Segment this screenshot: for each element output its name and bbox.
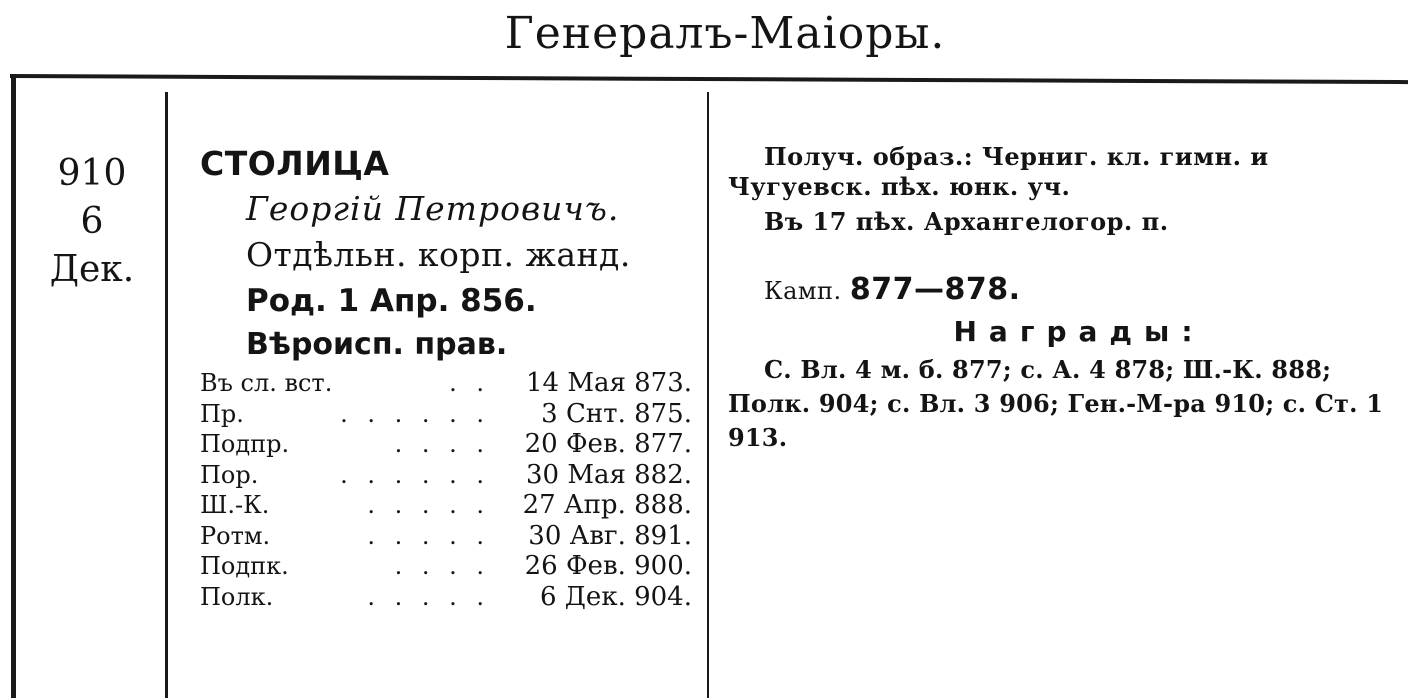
rank-label: Пор.: [200, 460, 259, 489]
rank-date: 14 Мая 873.: [525, 368, 692, 398]
education: [728, 142, 1400, 202]
seniority-column: [22, 150, 162, 294]
awards-text: С. Вл. 4 м. б. 877; с. А. 4 878; Ш.-К. 888; Полк. 904; с. Вл. 3 906; Ген.-М-ра 910; с. Ст. 1 913.: [728, 355, 1384, 452]
rank-row: [200, 551, 700, 582]
table-left-rule: [11, 76, 16, 698]
campaign-label: Камп.: [764, 277, 842, 305]
rank-label: Пр.: [200, 399, 244, 428]
rank-label: Подпк.: [200, 552, 289, 580]
rank-row: [200, 582, 700, 613]
rank-date: 30 Авг. 891.: [528, 520, 692, 551]
rank-list: [200, 368, 700, 612]
rank-leader-dots: . . . . . .: [340, 460, 490, 489]
entry-number: 910: [57, 153, 127, 194]
rank-row: [200, 368, 700, 399]
awards-heading: Награды:: [953, 315, 1205, 348]
religion: Вѣроисп. прав.: [246, 327, 508, 362]
table-top-rule: [10, 74, 1408, 84]
rank-leader-dots: . . . .: [394, 430, 490, 458]
rank-row: [200, 490, 700, 521]
column-divider-2: [707, 92, 709, 698]
page-title: Генералъ-Маіоры.: [504, 8, 946, 59]
rank-row: [200, 521, 700, 552]
rank-label: Въ сл. вст.: [200, 369, 333, 397]
campaigns: [728, 270, 1400, 311]
rank-date: 26 Фев. 900.: [524, 551, 692, 581]
corps: Отдѣльн. корп. жанд.: [246, 235, 631, 274]
rank-leader-dots: . . . . .: [367, 491, 490, 519]
personal-column: [200, 142, 700, 612]
rank-date: 6 Дек. 904.: [539, 581, 692, 612]
rank-date: 20 Фев. 877.: [524, 429, 692, 459]
education-line-1: Получ. образ.: Черниг. кл. гимн. и: [764, 142, 1269, 171]
rank-label: Ш.-К.: [200, 491, 270, 519]
education-line-2: Чугуевск. пѣх. юнк. уч.: [728, 172, 1071, 201]
rank-row: [200, 460, 700, 491]
rank-leader-dots: . . . . .: [367, 521, 490, 550]
service-column: [728, 142, 1400, 455]
rank-date: 3 Снт. 875.: [541, 398, 692, 429]
column-divider-1: [165, 92, 168, 698]
rank-row: [200, 429, 700, 460]
rank-label: Ротм.: [200, 521, 271, 550]
rank-date: 27 Апр. 888.: [522, 490, 692, 520]
rank-label: Подпр.: [200, 430, 290, 458]
rank-row: [200, 399, 700, 430]
campaign-years: 877—878.: [849, 272, 1021, 307]
rank-date: 30 Мая 882.: [525, 459, 692, 490]
regiment: Въ 17 пѣх. Архангелогор. п.: [764, 207, 1169, 236]
rank-label: Полк.: [200, 582, 274, 611]
given-name: Георгій Петровичъ.: [246, 189, 620, 228]
rank-leader-dots: . . . . .: [367, 582, 490, 611]
entry-day: 6: [80, 201, 104, 242]
rank-leader-dots: . . . . . .: [340, 399, 490, 428]
entry-month: Дек.: [49, 249, 135, 290]
rank-leader-dots: . . . .: [394, 552, 490, 580]
rank-leader-dots: . .: [449, 369, 490, 397]
surname: СТОЛИЦА: [200, 144, 390, 183]
birth-date: Род. 1 Апр. 856.: [246, 283, 537, 319]
